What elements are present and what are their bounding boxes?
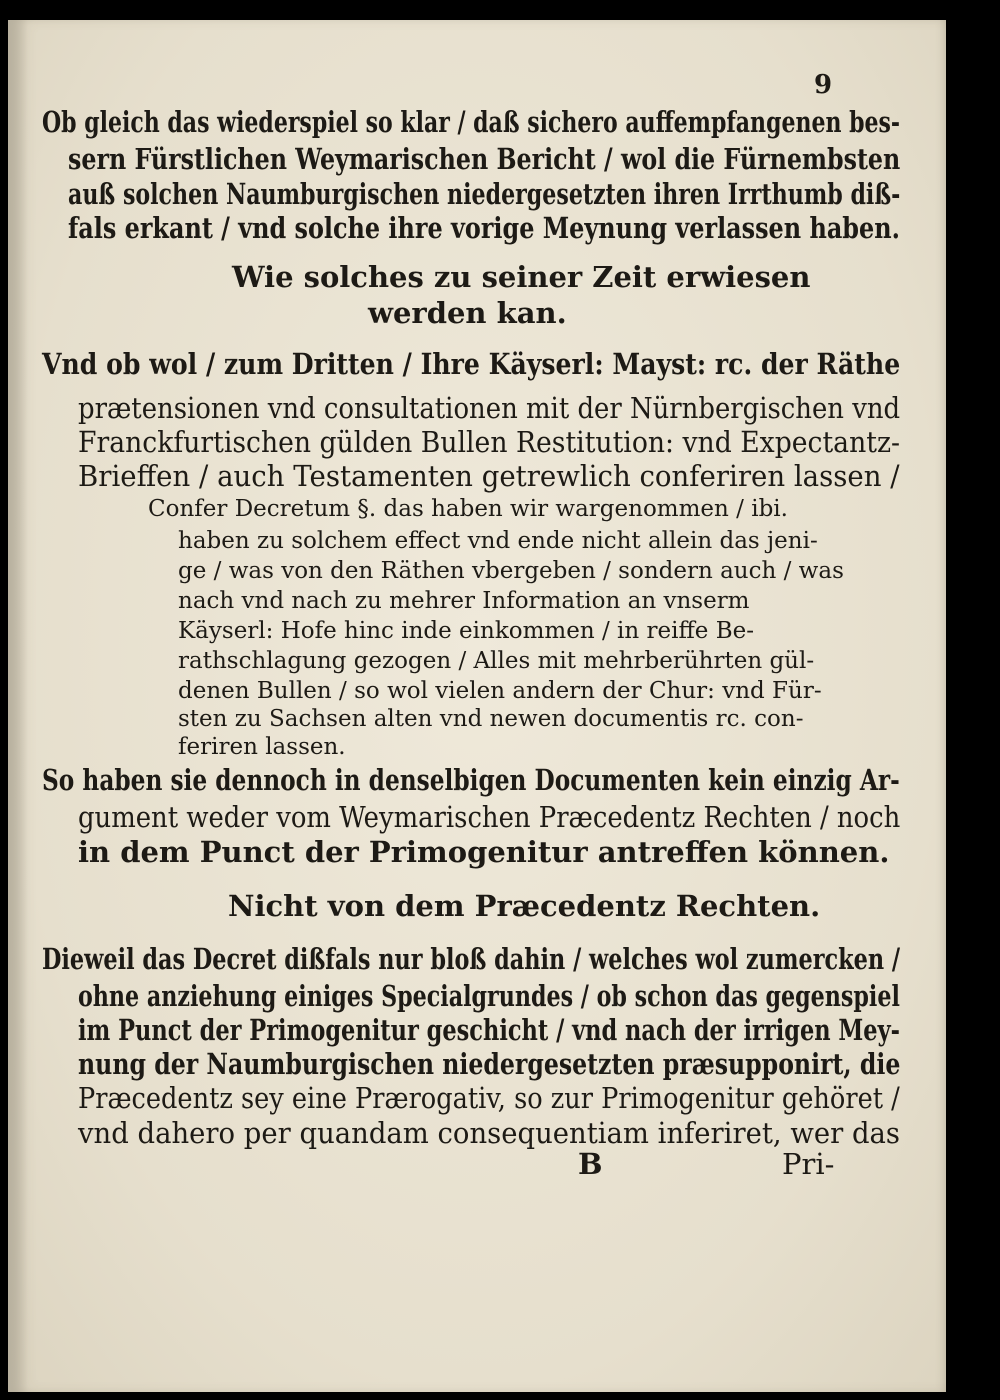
text-line-5: Wie solches zu seiner Zeit erwiesen — [232, 260, 811, 294]
text-line-2: sern Fürstlichen Weymarischen Bericht / wol die Fürnembsten — [68, 142, 901, 176]
text-line-20: So haben sie dennoch in denselbigen Documenten kein einzig Ar- — [42, 763, 900, 797]
text-line-14: nach vnd nach zu mehrer Information an vnserm — [178, 588, 750, 614]
section-heading: Nicht von dem Præcedentz Rechten. — [228, 889, 821, 923]
binding-gutter-shadow — [8, 20, 28, 1392]
text-line-26: im Punct der Primogenitur geschicht / vnd nach der irrigen Mey- — [78, 1013, 900, 1047]
text-line-8: prætensionen vnd consultationen mit der Nürnbergischen vnd — [78, 391, 901, 425]
text-line-28: Præcedentz sey eine Prærogativ, so zur Primogenitur gehöret / — [78, 1081, 900, 1115]
text-line-22: in dem Punct der Primogenitur antreffen können. — [78, 835, 890, 869]
signature-mark: B — [578, 1147, 603, 1181]
text-line-16: rathschlagung gezogen / Alles mit mehrberührten gül- — [178, 648, 815, 674]
text-line-27: nung der Naumburgischen niedergesetzten præsupponirt, die — [78, 1047, 901, 1081]
text-line-3: auß solchen Naumburgischen niedergesetzten ihren Irrthumb diß- — [68, 177, 901, 211]
text-line-12: haben zu solchem effect vnd ende nicht allein das jeni- — [178, 528, 818, 554]
text-line-7: Vnd ob wol / zum Dritten / Ihre Käyserl: Mayst: rc. der Räthe — [42, 347, 901, 381]
text-line-9: Franckfurtischen gülden Bullen Restitution: vnd Expectantz- — [78, 425, 901, 459]
text-line-6: werden kan. — [368, 296, 567, 330]
text-line-13: ge / was von den Räthen vbergeben / sondern auch / was — [178, 558, 844, 584]
text-line-1: Ob gleich das wiederspiel so klar / daß sichero auffempfangenen bes- — [42, 105, 901, 139]
text-line-25: ohne anziehung einiges Specialgrundes / ob schon das gegenspiel — [78, 979, 900, 1013]
text-line-17: denen Bullen / so wol vielen andern der Chur: vnd Für- — [178, 678, 822, 704]
text-line-4: fals erkant / vnd solche ihre vorige Meynung verlassen haben. — [68, 211, 900, 245]
text-line-18: sten zu Sachsen alten vnd newen documentis rc. con- — [178, 706, 804, 732]
text-line-15: Käyserl: Hofe hinc inde einkommen / in reiffe Be- — [178, 618, 755, 644]
text-line-24: Dieweil das Decret dißfals nur bloß dahin / welches wol zumercken / — [42, 942, 901, 976]
text-line-29: vnd dahero per quandam consequentiam inferiret, wer das — [78, 1116, 901, 1150]
catchword: Pri- — [782, 1147, 835, 1181]
text-line-11: Confer Decretum §. das haben wir wargenommen / ibi. — [148, 496, 788, 522]
text-line-21: gument weder vom Weymarischen Præcedentz Rechten / noch — [78, 800, 901, 834]
text-line-19: feriren lassen. — [178, 734, 346, 760]
text-line-10: Brieffen / auch Testamenten getrewlich conferiren lassen / — [78, 459, 900, 493]
page-number: 9 — [814, 70, 833, 100]
